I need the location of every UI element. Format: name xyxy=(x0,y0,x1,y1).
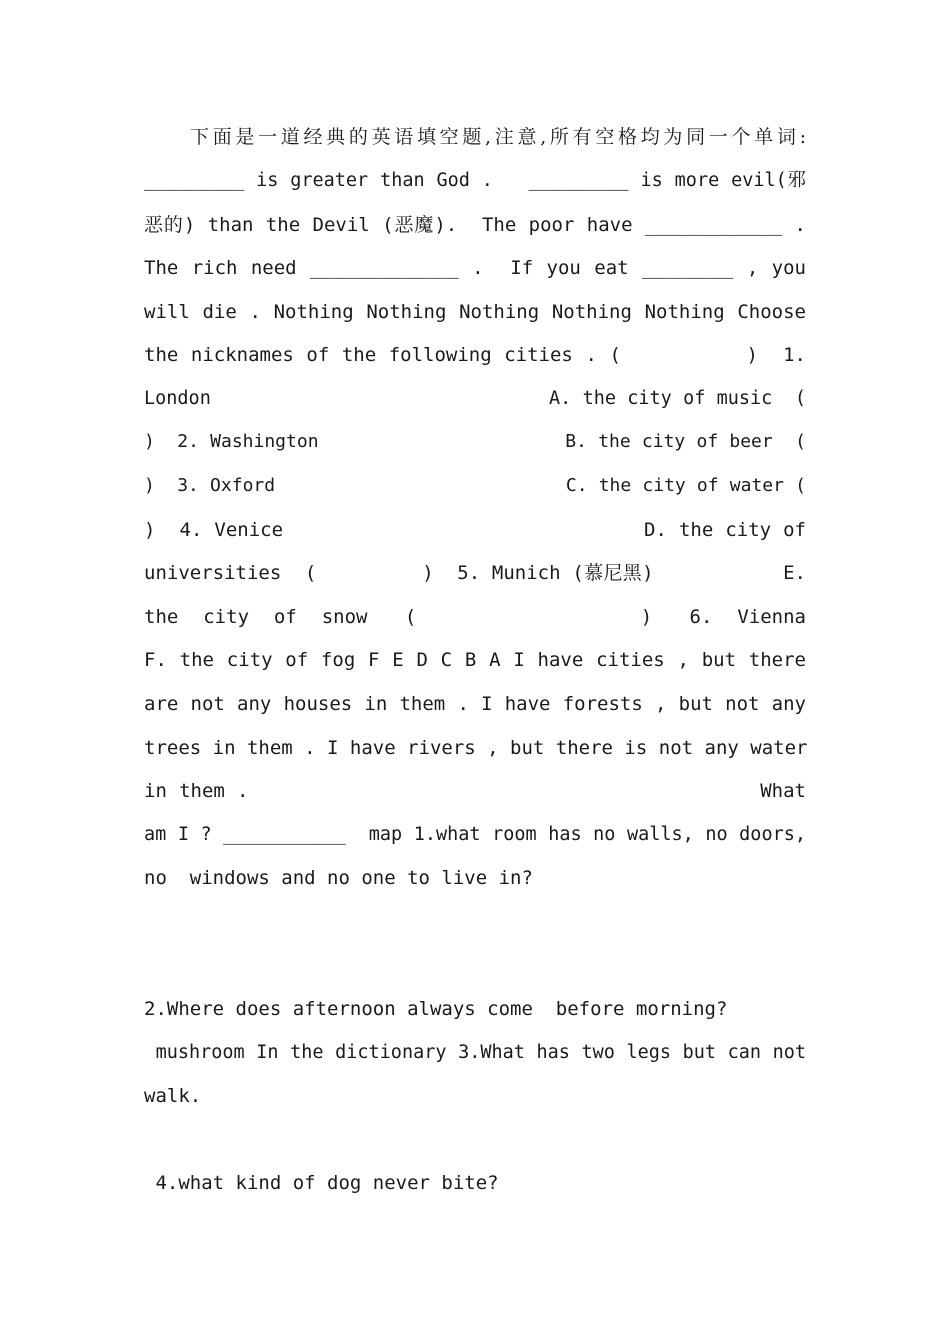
text-line: will die . Nothing Nothing Nothing Nothing Nothing Choose xyxy=(144,301,806,323)
text-line: trees in them . I have rivers , but there is not any water xyxy=(144,737,808,759)
text-line: F. the city of fog F E D C B A I have cities , but there xyxy=(144,649,806,671)
text-line: universities ( ) 5. Munich (慕尼黑) E. xyxy=(144,562,806,584)
text-line: 恶的) than the Devil (恶魔). The poor have ____________ . xyxy=(144,214,806,236)
text-line: London A. the city of music ( xyxy=(144,388,806,409)
text-line: walk. xyxy=(144,1085,202,1107)
text-line: mushroom In the dictionary 3.What has two legs but can not xyxy=(144,1042,806,1063)
text-line: _________ is greater than God . _________ is more evil(邪 xyxy=(144,170,806,191)
text-line: ) 4. Venice D. the city of xyxy=(144,519,806,541)
text-line: The rich need _____________ . If you eat ________ , you xyxy=(144,257,806,279)
text-line: ) 2. Washington B. the city of beer ( xyxy=(144,431,806,452)
text-line: no windows and no one to live in? xyxy=(144,867,533,889)
text-line: in them . What xyxy=(144,780,806,802)
text-line: 2.Where does afternoon always come before morning? xyxy=(144,998,728,1020)
text-line: am I ? ___________ map 1.what room has no walls, no doors, xyxy=(144,824,806,845)
text-line: the city of snow ( ) 6. Vienna xyxy=(144,606,806,628)
text-line: are not any houses in them . I have forests , but not any xyxy=(144,693,806,715)
intro-line: 下面是一道经典的英语填空题,注意,所有空格均为同一个单词: xyxy=(190,126,806,148)
text-line: the nicknames of the following cities . ( ) 1. xyxy=(144,344,806,366)
text-line: ) 3. Oxford C. the city of water ( xyxy=(144,475,806,496)
text-line: 4.what kind of dog never bite? xyxy=(144,1172,499,1194)
